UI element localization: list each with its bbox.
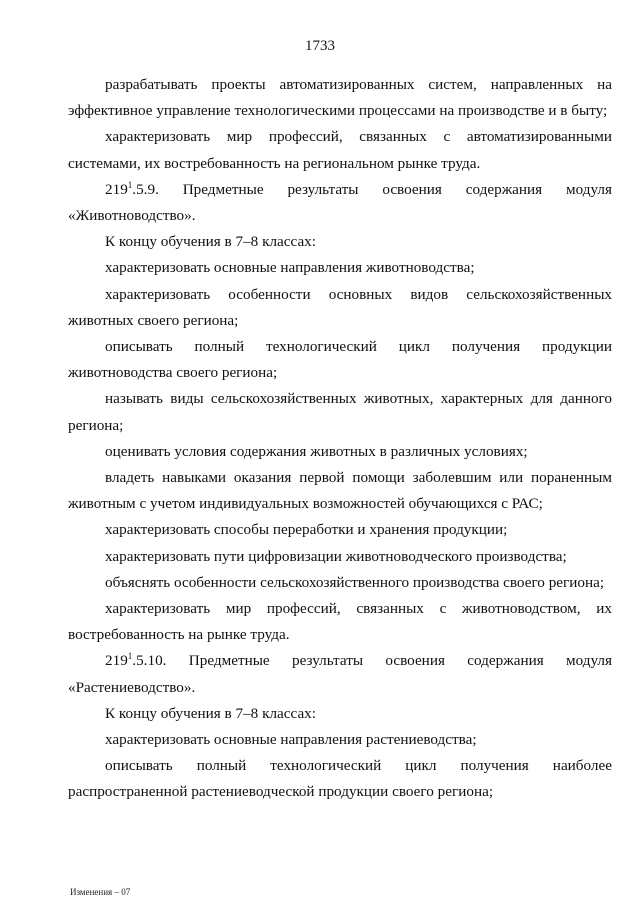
paragraph: оценивать условия содержания животных в различных условиях; bbox=[105, 442, 528, 460]
section-heading-livestock bbox=[68, 177, 612, 229]
paragraph: К концу обучения в 7–8 классах: bbox=[105, 233, 316, 251]
paragraph: описывать полный технологический цикл получения наиболее распространенной растениеводческой продукции своего региона; bbox=[68, 757, 612, 801]
paragraph: объяснять особенности сельскохозяйственного производства своего региона; bbox=[105, 573, 605, 591]
paragraph: называть виды сельскохозяйственных животных, характерных для данного региона; bbox=[68, 390, 612, 434]
paragraph: К концу обучения в 7–8 классах: bbox=[105, 704, 316, 722]
paragraph: разрабатывать проекты автоматизированных систем, направленных на эффективное управление технологическими процессами на производстве и в быту; bbox=[68, 76, 612, 120]
paragraph: описывать полный технологический цикл получения продукции животноводства своего региона; bbox=[68, 338, 612, 382]
document-body bbox=[68, 72, 612, 806]
page-number: 1733 bbox=[305, 38, 335, 54]
paragraph: владеть навыками оказания первой помощи заболевшим или пораненным животным с учетом индивидуальных возможностей обучающихся с РАС; bbox=[68, 469, 612, 513]
section-number: $219^1.5.9$. bbox=[105, 179, 159, 198]
paragraph: характеризовать основные направления растениеводства; bbox=[105, 731, 477, 749]
section-number: $219^1.5.10$. bbox=[105, 651, 167, 670]
paragraph: характеризовать основные направления животноводства; bbox=[105, 259, 475, 277]
paragraph: характеризовать мир профессий, связанных с животноводством, их востребованность на рынке труда. bbox=[68, 600, 612, 644]
paragraph: характеризовать способы переработки и хранения продукции; bbox=[105, 521, 508, 539]
paragraph: характеризовать пути цифровизации животноводческого производства; bbox=[105, 547, 567, 565]
footer-note: Изменения – 07 bbox=[70, 887, 131, 897]
paragraph: характеризовать мир профессий, связанных с автоматизированными системами, их востребованность на региональном рынке труда. bbox=[68, 128, 612, 172]
section-text: Предметные результаты освоения содержания модуля «Растениеводство». bbox=[68, 652, 612, 696]
section-heading-crops bbox=[68, 648, 612, 700]
section-text: Предметные результаты освоения содержания модуля «Животноводство». bbox=[68, 180, 612, 225]
paragraph: характеризовать особенности основных видов сельскохозяйственных животных своего региона; bbox=[68, 285, 612, 329]
